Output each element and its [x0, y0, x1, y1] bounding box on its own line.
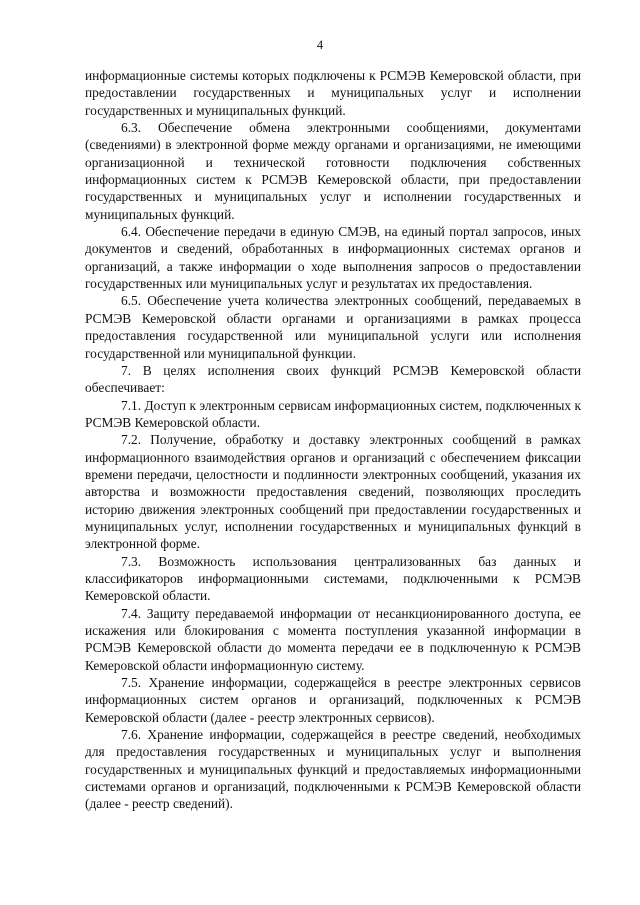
paragraph-6-4: 6.4. Обеспечение передачи в единую СМЭВ, на единый портал запросов, иных документов и сведений, обработанных в информационных системах органов и организаций, а также информации о ходе выполнения запросов о предоставлении государственных или муниципальных услуг и результатах их предоставления. [85, 224, 581, 292]
document-body [85, 67, 581, 813]
paragraph-7-5: 7.5. Хранение информации, содержащейся в реестре электронных сервисов информационных систем органов и организаций, подключенных к РСМЭВ Кемеровской области (далее - реестр электронных сервисов). [85, 675, 581, 725]
paragraph-7-6: 7.6. Хранение информации, содержащейся в реестре сведений, необходимых для предоставления государственных и муниципальных услуг и выполнения государственных и муниципальных функций и предоставляемых информационными системами органов и организаций, подключенными к РСМЭВ Кемеровской области (далее - реестр сведений). [85, 727, 581, 812]
paragraph-continuation: информационные системы которых подключены к РСМЭВ Кемеровской области, при предоставлении государственных и муниципальных услуг и исполнении государственных и муниципальных функций. [85, 68, 581, 118]
paragraph-6-3: 6.3. Обеспечение обмена электронными сообщениями, документами (сведениями) в электронной форме между органами и организациями, не имеющими организационной и технической готовности подключения собственных информационных систем к РСМЭВ Кемеровской области, при предоставлении государственных и муниципальных услуг и исполнении государственных и муниципальных функций. [85, 120, 581, 222]
paragraph-7-3: 7.3. Возможность использования централизованных баз данных и классификаторов информационными системами, подключенными к РСМЭВ Кемеровской области. [85, 553, 581, 604]
paragraph-7-4: 7.4. Защиту передаваемой информации от несанкционированного доступа, ее искажения или блокирования с момента поступления указанной информации в РСМЭВ Кемеровской области до момента передачи ее в подключенную к РСМЭВ Кемеровской области информационную систему. [85, 605, 581, 673]
paragraph-7: 7. В целях исполнения своих функций РСМЭВ Кемеровской области обеспечивает: [85, 362, 581, 396]
page-number: 4 [316, 38, 324, 52]
paragraph-6-5: 6.5. Обеспечение учета количества электронных сообщений, передаваемых в РСМЭВ Кемеровской области органами и организациями в рамках процесса предоставления государственной или муниципальной услуги или исполнения государственной или муниципальной функции. [85, 293, 581, 361]
paragraph-7-2: 7.2. Получение, обработку и доставку электронных сообщений в рамках информационного взаимодействия органов и организаций с обеспечением фиксации времени передачи, целостности и подлинности электронных сообщений, указания их авторства и возможности предоставления сведений, позволяющих проследить историю движения электронных сообщений при предоставлении государственных и муниципальных услуг, исполнении государственных и муниципальных функций в электронной форме. [85, 432, 581, 552]
paragraph-7-1: 7.1. Доступ к электронным сервисам информационных систем, подключенных к РСМЭВ Кемеровской области. [85, 397, 581, 430]
